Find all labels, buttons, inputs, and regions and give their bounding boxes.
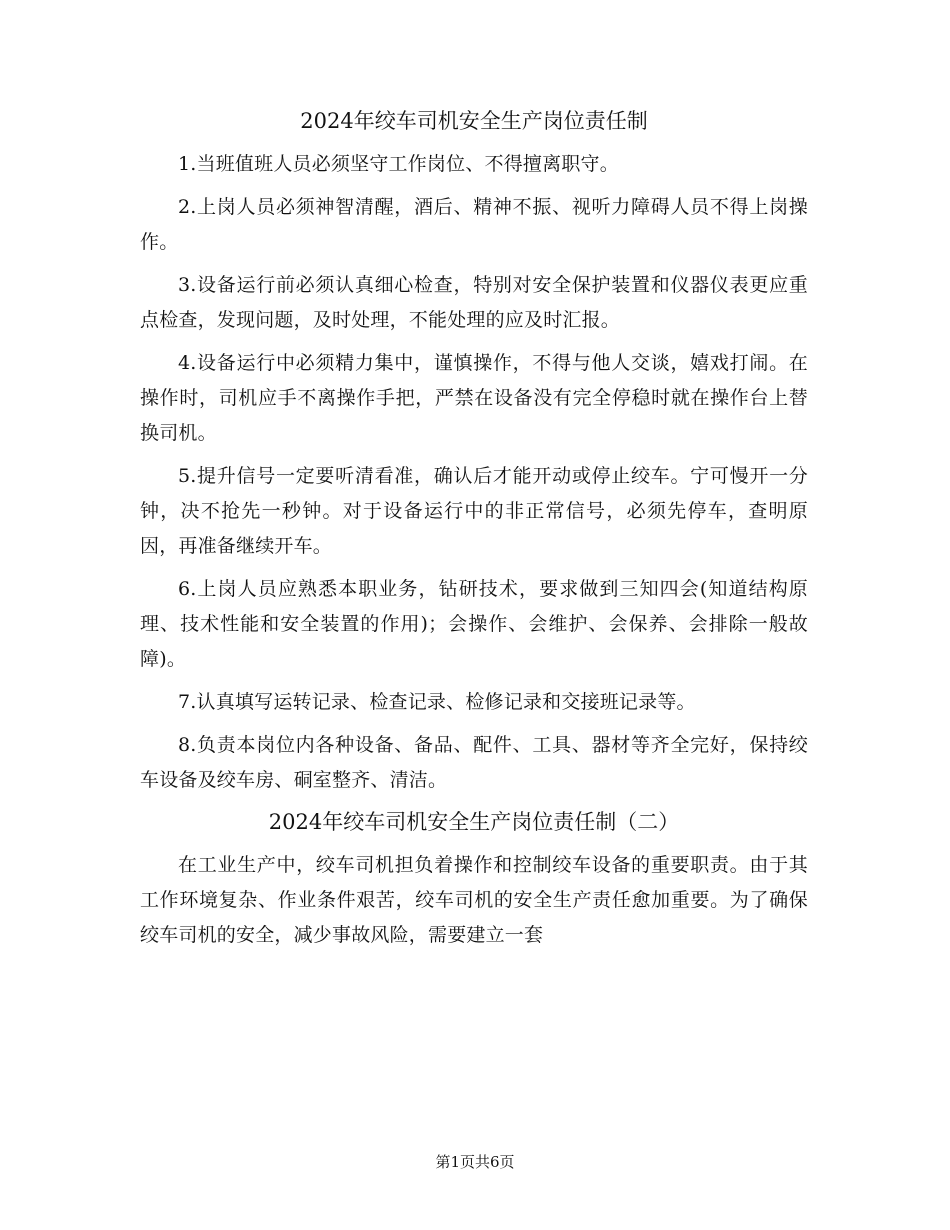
paragraph-7: 7.认真填写运转记录、检查记录、检修记录和交接班记录等。	[178, 691, 696, 713]
paragraph-2: 2.上岗人员必须神智清醒，酒后、精神不振、视听力障碍人员不得上岗操作。	[140, 196, 808, 253]
page-number-footer: 第1页共6页	[435, 1153, 515, 1171]
paragraph-6: 6.上岗人员应熟悉本职业务，钻研技术，要求做到三知四会(知道结构原理、技术性能和安全装置的作用)；会操作、会维护、会保养、会排除一般故障)。	[140, 578, 808, 670]
paragraph-4: 4.设备运行中必须精力集中，谨慎操作，不得与他人交谈，嬉戏打闹。在操作时，司机应手不离操作手把，严禁在设备没有完全停稳时就在操作台上替换司机。	[140, 352, 808, 444]
paragraph-1: 1.当班值班人员必须坚守工作岗位、不得擅离职守。	[178, 153, 619, 175]
paragraph-3: 3.设备运行前必须认真细心检查，特别对安全保护装置和仪器仪表更应重点检查，发现问题，及时处理，不能处理的应及时汇报。	[140, 274, 808, 331]
document-body	[140, 103, 808, 961]
document-title: 2024年绞车司机安全生产岗位责任制	[300, 109, 648, 133]
paragraph-5: 5.提升信号一定要听清看准，确认后才能开动或停止绞车。宁可慢开一分钟，决不抢先一秒钟。对于设备运行中的非正常信号，必须先停车，查明原因，再准备继续开车。	[140, 465, 808, 557]
section-title-2: 2024年绞车司机安全生产岗位责任制（二）	[268, 810, 680, 834]
paragraph-8: 8.负责本岗位内各种设备、备品、配件、工具、器材等齐全完好，保持绞车设备及绞车房、硐室整齐、清洁。	[140, 734, 808, 791]
section-2-paragraph-1: 在工业生产中，绞车司机担负着操作和控制绞车设备的重要职责。由于其工作环境复杂、作业条件艰苦，绞车司机的安全生产责任愈加重要。为了确保绞车司机的安全，减少事故风险，需要建立一套	[140, 854, 808, 946]
